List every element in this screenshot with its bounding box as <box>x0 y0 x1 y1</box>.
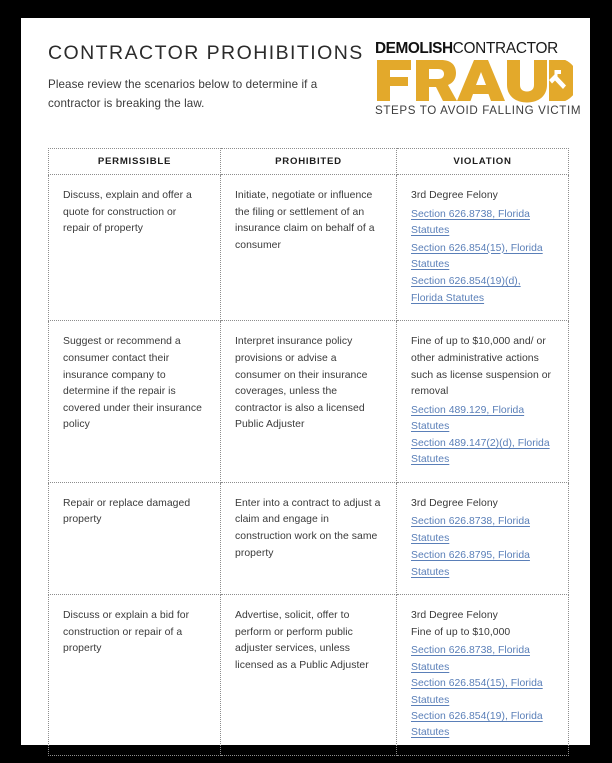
violation-text: Fine of up to $10,000 and/ or other administrative actions such as license suspension or removal <box>411 336 552 398</box>
cell-violation <box>397 321 569 482</box>
cell-prohibited <box>221 594 397 755</box>
column-header-violation: VIOLATION <box>397 149 569 175</box>
page-title: CONTRACTOR PROHIBITIONS <box>48 42 364 64</box>
table-row <box>49 594 569 755</box>
prohibitions-table <box>48 148 569 756</box>
cell-prohibited <box>221 175 397 321</box>
logo-top-line <box>375 40 573 57</box>
prohibited-text: Interpret insurance policy provisions or advise a consumer on their insurance coverages, unless the contractor is also a licensed Public Adjuster <box>235 336 368 431</box>
statute-link-list <box>411 514 554 581</box>
table-header-row <box>49 149 569 175</box>
cell-violation <box>397 482 569 594</box>
statute-link[interactable]: Section 626.8738, Florida Statutes <box>411 645 530 673</box>
prohibited-text: Advertise, solicit, offer to perform or perform public adjuster services, unless licensed as a Public Adjuster <box>235 609 369 671</box>
column-header-prohibited: PROHIBITED <box>221 149 397 175</box>
prohibited-text: Enter into a contract to adjust a claim and engage in construction work on the same property <box>235 497 381 559</box>
prohibited-text: Initiate, negotiate or influence the filing or settlement of an insurance claim on behalf of a consumer <box>235 190 375 251</box>
cell-prohibited <box>221 321 397 482</box>
cell-permissible <box>49 321 221 482</box>
statute-link[interactable]: Section 489.147(2)(d), Florida Statutes <box>411 437 550 466</box>
table-row <box>49 321 569 482</box>
statute-link[interactable]: Section 626.8795, Florida Statutes <box>411 550 530 578</box>
cell-permissible <box>49 594 221 755</box>
statute-link[interactable]: Section 626.8738, Florida Statutes <box>411 516 530 544</box>
prohibitions-table-container <box>48 148 568 756</box>
permissible-text: Discuss or explain a bid for construction or repair of a property <box>63 609 190 655</box>
violation-text: 3rd Degree Felony <box>411 190 498 201</box>
permissible-text: Suggest or recommend a consumer contact their insurance company to determine if the repair is covered under their insurance policy <box>63 336 202 431</box>
statute-link[interactable]: Section 626.854(19), Florida Statutes <box>411 711 543 739</box>
statute-link[interactable]: Section 626.854(15), Florida Statutes <box>411 242 543 270</box>
cell-violation <box>397 594 569 755</box>
statute-link[interactable]: Section 489.129, Florida Statutes <box>411 404 525 433</box>
table-row <box>49 482 569 594</box>
statute-link-list <box>411 403 554 469</box>
document-header <box>21 18 590 130</box>
cell-permissible <box>49 482 221 594</box>
cell-permissible <box>49 175 221 321</box>
logo-contractor-word: CONTRACTOR <box>452 40 558 57</box>
title-block <box>48 42 368 114</box>
table-row <box>49 175 569 321</box>
permissible-text: Repair or replace damaged property <box>63 497 191 526</box>
cell-violation <box>397 175 569 321</box>
document-page <box>21 18 590 745</box>
violation-text-secondary: Fine of up to $10,000 <box>411 626 511 638</box>
violation-text: 3rd Degree Felony <box>411 497 498 509</box>
violation-text: 3rd Degree Felony <box>411 609 498 621</box>
permissible-text: Discuss, explain and offer a quote for construction or repair of property <box>63 190 192 235</box>
fraud-wordmark-icon <box>375 58 573 103</box>
logo-fraud-wordmark <box>375 58 573 103</box>
logo-demolish-word: DEMOLISH <box>375 40 453 57</box>
demolish-contractor-fraud-logo <box>375 40 582 126</box>
statute-link-list <box>411 643 554 742</box>
statute-link[interactable]: Section 626.8738, Florida Statutes <box>411 208 530 237</box>
cell-prohibited <box>221 482 397 594</box>
logo-tagline: STEPS TO AVOID FALLING VICTIM <box>375 104 582 117</box>
statute-link-list <box>411 207 554 308</box>
column-header-permissible: PERMISSIBLE <box>49 149 221 175</box>
page-subtitle: Please review the scenarios below to determine if a contractor is breaking the law. <box>48 78 318 111</box>
statute-link[interactable]: Section 626.854(19)(d), Florida Statutes <box>411 276 521 304</box>
statute-link[interactable]: Section 626.854(15), Florida Statutes <box>411 678 543 706</box>
